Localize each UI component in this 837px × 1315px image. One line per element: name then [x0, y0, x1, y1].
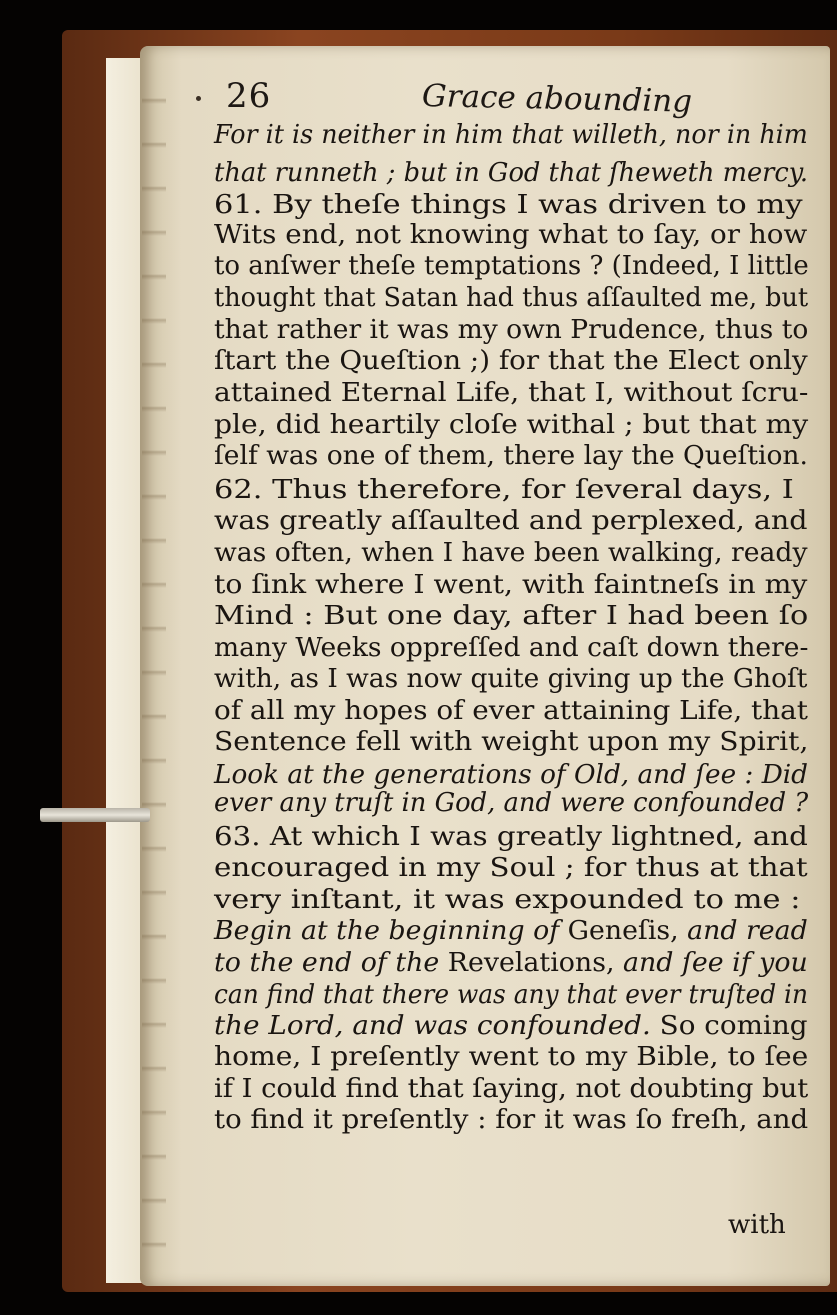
running-title: Grace abounding: [421, 78, 693, 120]
roman-text: 61. By theſe things I was driven to my: [214, 189, 803, 220]
text-line: [214, 1011, 808, 1041]
italic-text: to the end of the: [214, 947, 448, 978]
roman-text: ſtart the Queſtion ;) for that the Elect only: [214, 345, 808, 376]
roman-text: 62. Thus therefore, for ſeveral days, I: [214, 474, 794, 505]
text-line: [214, 1042, 808, 1072]
italic-text: the Lord, and was confounded.: [214, 1010, 660, 1041]
text-line: [214, 727, 808, 757]
page-number: 26: [226, 76, 272, 116]
roman-text: if I could find that ſaying, not doubting but: [214, 1073, 809, 1104]
text-line: [214, 346, 808, 376]
italic-text: For it is neither in him that willeth, nor in him: [214, 119, 808, 150]
italic-text: Look at the generations of Old, and ſee : Did: [214, 759, 809, 790]
page-clip: [40, 808, 150, 822]
text-line: [214, 475, 794, 505]
roman-text: Mind : But one day, after I had been ſo: [214, 600, 809, 631]
roman-text: was greatly aſſaulted and perplexed, and: [214, 505, 808, 536]
text-line: [214, 283, 808, 313]
italic-text: can find that there was any that ever truſted in: [214, 979, 809, 1010]
text-line: [214, 538, 807, 568]
text-line: [214, 158, 808, 188]
roman-text: Revelations,: [447, 947, 624, 978]
text-line: [214, 441, 808, 471]
text-line: [214, 378, 808, 408]
roman-text: Sentence fell with weight upon my Spirit,: [214, 726, 809, 757]
text-line: [214, 601, 808, 631]
roman-text: to anſwer theſe temptations ? (Indeed, I little: [214, 250, 809, 281]
text-line: [214, 506, 807, 536]
text-line: [214, 885, 801, 915]
page-gutter: [142, 60, 166, 1280]
roman-text: 63. At which I was greatly lightned, and: [214, 821, 808, 852]
text-line: [214, 315, 808, 345]
text-line: [214, 760, 808, 790]
roman-text: home, I preſently went to my Bible, to ſee: [214, 1041, 809, 1072]
text-line: [214, 822, 808, 852]
text-line: [214, 190, 803, 220]
catchword: with: [728, 1210, 786, 1240]
text-line: [214, 570, 807, 600]
italic-text: and read: [687, 915, 808, 946]
roman-text: encouraged in my Soul ; for thus at that: [214, 852, 808, 883]
text-line: [214, 980, 808, 1010]
italic-text: ever any truſt in God, and were confounded ?: [214, 787, 809, 818]
roman-text: Geneſis,: [567, 915, 688, 946]
roman-text: was often, when I have been walking, ready: [214, 537, 808, 568]
text-line: [214, 853, 808, 883]
roman-text: attained Eternal Life, that I, without ſcru-: [214, 377, 809, 408]
text-line: [214, 696, 808, 726]
roman-text: Wits end, not knowing what to ſay, or how: [214, 219, 808, 250]
roman-text: to find it preſently : for it was ſo freſh, and: [214, 1104, 809, 1135]
italic-text: that runneth ; but in God that ſheweth mercy.: [214, 157, 809, 188]
text-line: [214, 220, 807, 250]
italic-text: and ſee if you: [623, 947, 808, 978]
text-line: [214, 120, 808, 150]
roman-text: to ſink where I went, with faintneſs in my: [214, 569, 808, 600]
text-line: [214, 1105, 808, 1135]
roman-text: So coming: [659, 1010, 808, 1041]
running-head: [200, 70, 800, 120]
italic-text: Begin at the beginning of: [214, 915, 568, 946]
text-line: [214, 788, 808, 818]
text-line: [214, 251, 809, 281]
text-line: [214, 916, 808, 946]
roman-text: many Weeks oppreſſed and caſt down there-: [214, 632, 809, 663]
roman-text: thought that Satan had thus aſſaulted me, but: [214, 282, 809, 313]
text-line: [214, 948, 808, 978]
text-line: [214, 664, 807, 694]
roman-text: ſelf was one of them, there lay the Queſtion.: [214, 440, 808, 471]
text-line: [214, 1074, 808, 1104]
text-line: [214, 633, 808, 663]
roman-text: with, as I was now quite giving up the Ghoſt: [214, 663, 808, 694]
roman-text: of all my hopes of ever attaining Life, that: [214, 695, 808, 726]
roman-text: very inſtant, it was expounded to me :: [214, 884, 801, 915]
text-line: [214, 410, 808, 440]
roman-text: ple, did heartily cloſe withal ; but that my: [214, 409, 809, 440]
roman-text: that rather it was my own Prudence, thus to: [214, 314, 809, 345]
